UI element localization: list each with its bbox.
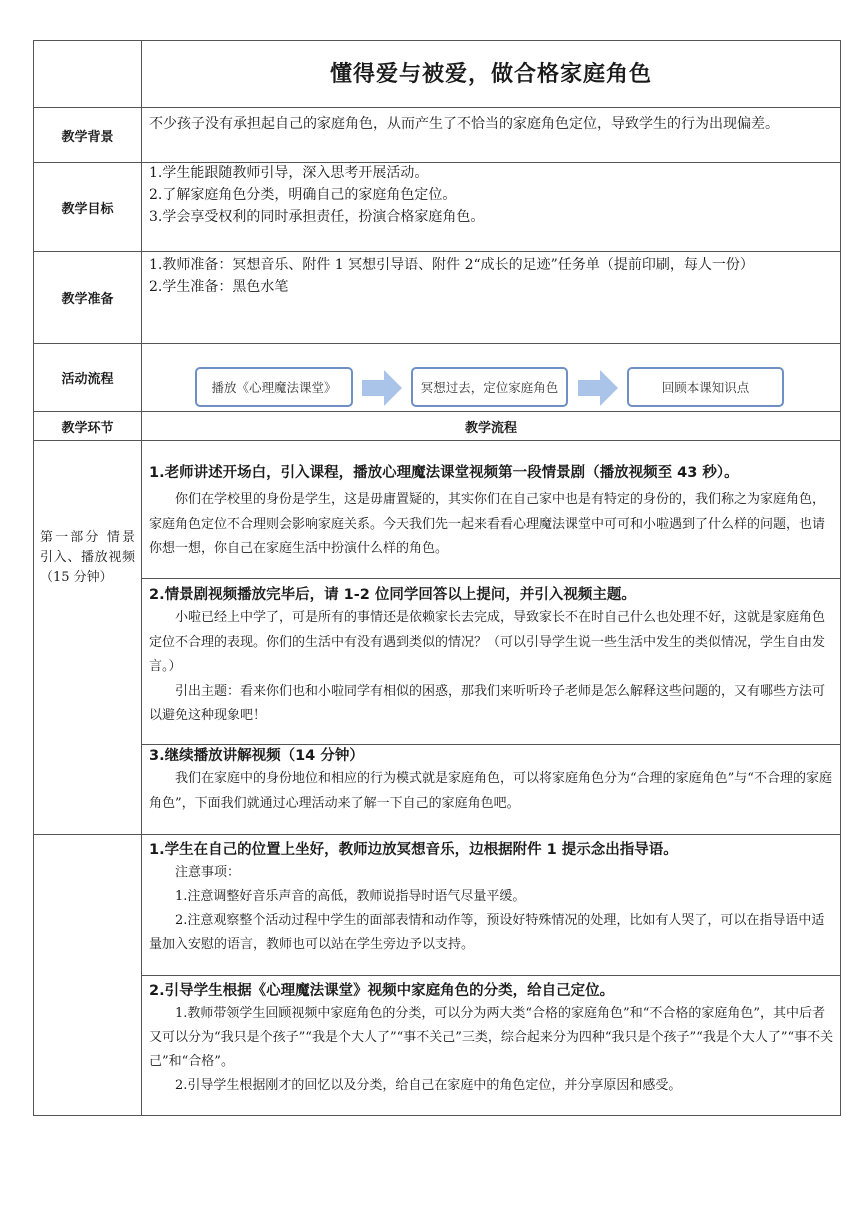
part1-section-3 bbox=[149, 745, 835, 816]
section-heading: 3.继续播放讲解视频（14 分钟） bbox=[149, 748, 364, 764]
section-paragraph: 1.注意调整好音乐声音的高低，教师说指导时语气尽量平缓。 bbox=[175, 889, 526, 904]
section-paragraph: 小啦已经上中学了，可是所有的事情还是依赖家长去完成，导致家长不在时自己什么也处理不好，这就是家庭角色定位不合理的表现。你们的生活中有没有遇到类似的情况？（可以引导学生说一些生活中发生的类似情况，学生自由发言。） bbox=[149, 610, 826, 674]
part1-section-2 bbox=[149, 584, 835, 729]
teaching-goals-list bbox=[149, 162, 835, 228]
arrow-right-icon bbox=[578, 370, 618, 406]
label-activity-flow: 活动流程 bbox=[61, 372, 114, 387]
part2-section-1 bbox=[149, 839, 835, 957]
section-paragraph: 2.注意观察整个活动过程中学生的面部表情和动作等，预设好特殊情况的处理，比如有人哭了，可以在指导语中适量加入安慰的语言，教师也可以站在学生旁边予以支持。 bbox=[149, 913, 825, 952]
section-heading: 1.学生在自己的位置上坐好，教师边放冥想音乐，边根据附件 1 提示念出指导语。 bbox=[149, 842, 678, 858]
section-paragraph: 1.教师带领学生回顾视频中家庭角色的分类，可以分为两大类“合格的家庭角色”和“不合格的家庭角色”，其中后者又可以分为“我只是个孩子”“我是个大人了”“事不关己”三类，综合起来分为四种“我只是个孩子”“我是个大人了”“事不关己”和“合格”。 bbox=[149, 1006, 834, 1069]
page-title: 懂得爱与被爱，做合格家庭角色 bbox=[329, 61, 652, 87]
label-teaching-goals: 教学目标 bbox=[61, 201, 114, 217]
section-paragraph: 引出主题：看来你们也和小啦同学有相似的困惑，那我们来听听玲子老师是怎么解释这些问题的，又有哪些方法可以避免这种现象吧！ bbox=[149, 683, 826, 723]
goal-item: 3.学会享受权利的同时承担责任，扮演合格家庭角色。 bbox=[149, 209, 485, 225]
section-paragraph: 2.引导学生根据刚才的回忆以及分类，给自己在家庭中的角色定位，并分享原因和感受。 bbox=[175, 1078, 682, 1093]
flow-step-2: 冥想过去，定位家庭角色 bbox=[411, 367, 568, 407]
goal-item: 2.了解家庭角色分类，明确自己的家庭角色定位。 bbox=[149, 187, 457, 203]
part1-label: 第一部分 情景引入、播放视频（15 分钟） bbox=[40, 530, 135, 585]
section-paragraph: 注意事项： bbox=[175, 865, 241, 880]
part2-section-2 bbox=[149, 980, 835, 1098]
flow-step-1: 播放《心理魔法课堂》 bbox=[195, 367, 353, 407]
label-teaching-prep: 教学准备 bbox=[61, 292, 114, 307]
section-heading: 2.情景剧视频播放完毕后，请 1-2 位同学回答以上提问，并引入视频主题。 bbox=[149, 587, 636, 603]
goal-item: 1.学生能跟随教师引导，深入思考开展活动。 bbox=[149, 165, 429, 181]
section-heading: 2.引导学生根据《心理魔法课堂》视频中家庭角色的分类，给自己定位。 bbox=[149, 983, 615, 999]
prep-item: 1.教师准备：冥想音乐、附件 1 冥想引导语、附件 2“成长的足迹”任务单（提前印刷，每人一份） bbox=[149, 257, 754, 273]
header-teaching-stage: 教学环节 bbox=[61, 420, 114, 436]
header-teaching-process: 教学流程 bbox=[464, 420, 517, 436]
teaching-prep-list bbox=[149, 254, 835, 298]
arrow-right-icon bbox=[362, 370, 402, 406]
section-heading: 1.老师讲述开场白，引入课程，播放心理魔法课堂视频第一段情景剧（播放视频至 43 秒）。 bbox=[149, 465, 739, 481]
section-paragraph: 你们在学校里的身份是学生，这是毋庸置疑的，其实你们在自己家中也是有特定的身份的，我们称之为家庭角色，家庭角色定位不合理则会影响家庭关系。今天我们先一起来看看心理魔法课堂中可可和小啦遇到了什么样的问题，也请你想一想，你自己在家庭生活中扮演什么样的角色。 bbox=[149, 492, 826, 556]
label-teaching-background: 教学背景 bbox=[61, 129, 114, 145]
flow-step-3: 回顾本课知识点 bbox=[627, 367, 784, 407]
teaching-background-text: 不少孩子没有承担起自己的家庭角色，从而产生了不恰当的家庭角色定位，导致学生的行为出现偏差。 bbox=[149, 116, 779, 132]
section-paragraph: 我们在家庭中的身份地位和相应的行为模式就是家庭角色，可以将家庭角色分为“合理的家庭角色”与“不合理的家庭角色”，下面我们就通过心理活动来了解一下自己的家庭角色吧。 bbox=[149, 771, 832, 811]
prep-item: 2.学生准备：黑色水笔 bbox=[149, 279, 289, 295]
part1-section-1 bbox=[149, 462, 835, 562]
